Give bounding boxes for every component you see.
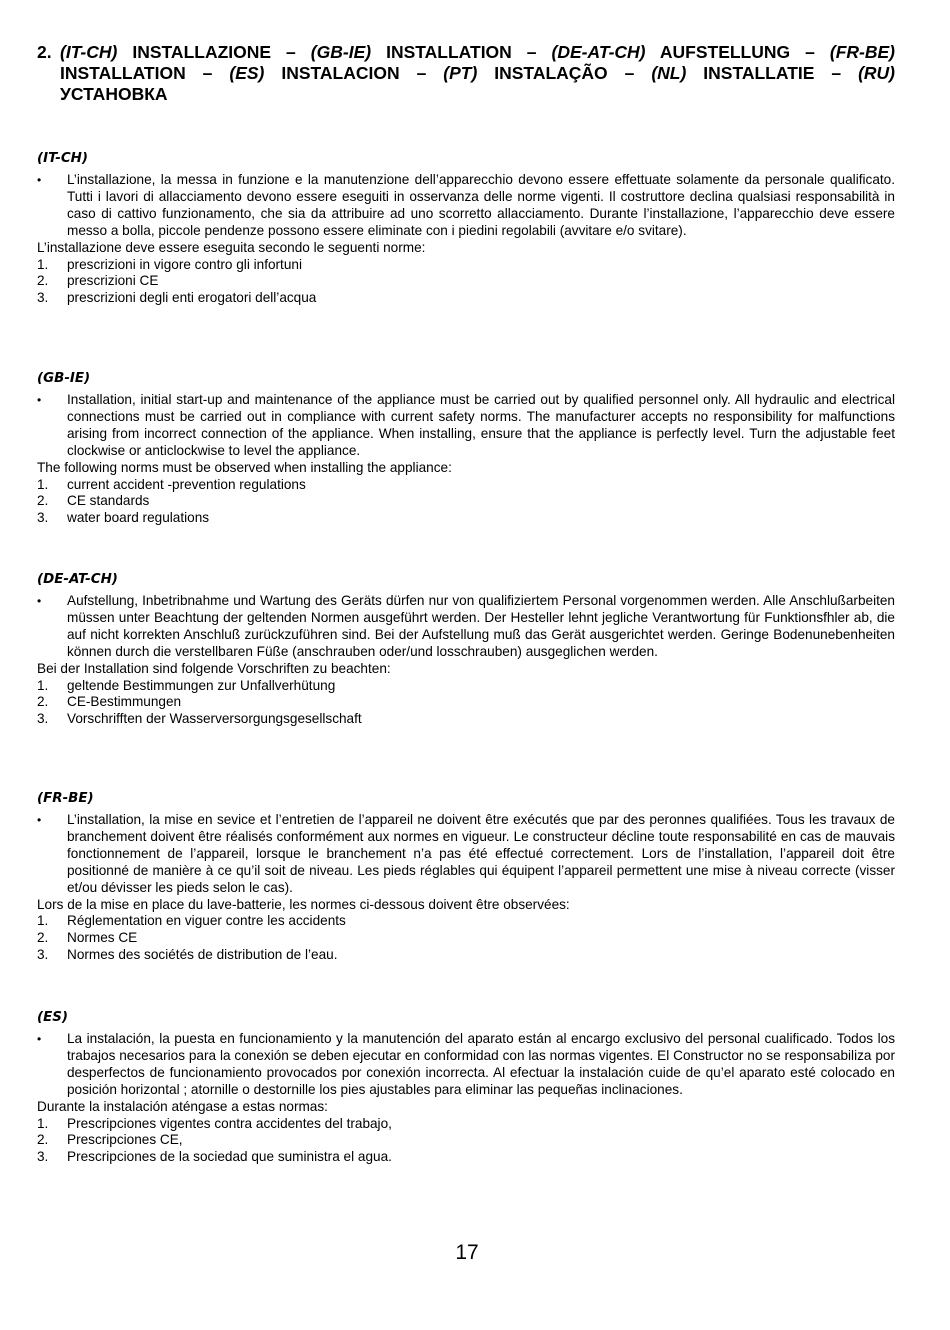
heading-lang: (PT) <box>443 63 478 83</box>
list-number: 2. <box>37 493 49 509</box>
bullet-paragraph <box>37 812 895 897</box>
list-item <box>37 477 895 494</box>
list-item <box>37 273 895 290</box>
bullet-icon: • <box>37 594 42 608</box>
page-number: 17 <box>455 1241 479 1264</box>
norms-list <box>37 913 895 964</box>
heading-lang: (DE-AT-CH) <box>551 42 646 62</box>
heading-lang: (ES) <box>229 63 265 83</box>
list-number: 1. <box>37 913 49 929</box>
list-item <box>37 678 895 695</box>
heading-lang: (GB-IE) <box>310 42 372 62</box>
heading-lang: (NL) <box>651 63 687 83</box>
section-it-ch <box>37 150 895 307</box>
bullet-paragraph <box>37 172 895 240</box>
list-number: 1. <box>37 476 49 492</box>
bullet-icon: • <box>37 393 42 407</box>
heading-lang: (FR-BE) <box>829 42 895 62</box>
list-text: Vorschrifften der Wasserversorgungsgesellschaft <box>67 711 362 727</box>
list-text: Réglementation en viguer contre les accidents <box>67 913 346 929</box>
norms-intro: L’installazione deve essere eseguita secondo le seguenti norme: <box>37 239 426 255</box>
bullet-text: La instalación, la puesta en funcionamiento y la manutención del aparato están al encargo exclusivo del personal cualificado. Todos los trabajos necesarios para la conexión se deben ejecutar en conformidad con las normas vigentes. El Constructor no se responsabiliza por desperfectos de funcionamiento provocados por conexión incorrecta. Al efectuar la instalación cuide de qu’el aparato esté colocado en posición horizontal ; atornille o destornille los pies ajustables para eliminar las pequeñas inclinaciones. <box>67 1031 895 1097</box>
bullet-text: L’installazione, la messa in funzione e la manutenzione dell’apparecchio devono essere effettuate solamente da personale qualificato. Tutti i lavori di allacciamento devono essere eseguiti in osservanza delle norme vigenti. Il costruttore declina qualsiasi responsabilità in caso di cattivo funzionamento, che sia da attribuire ad uno scorretto allacciamento. Durante l’installazione, l’apparecchio deve essere messo a bolla, piccole pendenze possono essere eliminate con i piedini regolabili (avvitare e/o svitare). <box>67 172 895 238</box>
section-label: (FR-BE) <box>37 791 94 806</box>
norms-intro: Durante la instalación aténgase a estas normas: <box>37 1098 328 1114</box>
norms-list <box>37 678 895 729</box>
list-number: 3. <box>37 711 49 727</box>
list-text: CE standards <box>67 493 150 509</box>
heading-lang: (RU) <box>858 63 895 83</box>
list-text: Prescripciones vigentes contra accidentes del trabajo, <box>67 1115 392 1131</box>
list-number: 3. <box>37 1149 49 1165</box>
list-text: geltende Bestimmungen zur Unfallverhütung <box>67 677 336 693</box>
norms-list <box>37 257 895 308</box>
list-item <box>37 1149 895 1166</box>
list-item <box>37 1132 895 1149</box>
norms-intro: Lors de la mise en place du lave-batterie, les normes ci-dessous doivent être observées: <box>37 896 570 912</box>
section-de-at-ch <box>37 571 895 728</box>
list-text: Normes des sociétés de distribution de l’eau. <box>67 947 338 963</box>
list-number: 2. <box>37 1132 49 1148</box>
heading-line-3: УСТАНОВКА <box>60 84 168 104</box>
norms-list <box>37 477 895 528</box>
heading-lang: (IT-CH) <box>60 42 118 62</box>
list-number: 3. <box>37 290 49 306</box>
list-item <box>37 947 895 964</box>
bullet-text: Aufstellung, Inbetribnahme und Wartung des Geräts dürfen nur von qualifiziertem Personal vorgenommen werden. Alle Anschlußarbeiten müssen unter Beachtung der geltenden Normen ausgeführt werden. Der Hesteller lehnt jegliche Verantwortung für Funktionsfhler ab, die auf nicht korrekten Anschluß zurückzuführen sind. Bei der Aufstellung muß das Gerät ausgerichtet werden. Geringe Bodenunebenheiten können durch die verstellbaren Füße (anschrauben oder/und losschrauben) ausgeglichen werden. <box>67 593 895 659</box>
norms-list <box>37 1116 895 1167</box>
heading-text: AUFSTELLUNG – <box>645 42 830 62</box>
heading-line-2 <box>37 63 895 84</box>
bullet-paragraph <box>37 593 895 661</box>
section-es <box>37 1009 895 1166</box>
list-text: prescrizioni CE <box>67 273 159 289</box>
list-text: Prescripciones de la sociedad que suministra el agua. <box>67 1149 392 1165</box>
list-text: CE-Bestimmungen <box>67 694 182 710</box>
list-number: 2. <box>37 694 49 710</box>
bullet-paragraph <box>37 392 895 460</box>
list-item <box>37 493 895 510</box>
bullet-icon: • <box>37 813 42 827</box>
list-text: current accident -prevention regulations <box>67 476 306 492</box>
bullet-paragraph <box>37 1031 895 1099</box>
list-number: 1. <box>37 677 49 693</box>
list-item <box>37 913 895 930</box>
heading-text: INSTALACION – <box>264 63 444 83</box>
section-label: (GB-IE) <box>37 371 91 386</box>
heading-line-1 <box>37 42 895 63</box>
list-item <box>37 711 895 728</box>
heading-text: INSTALLATION – <box>371 42 552 62</box>
list-text: water board regulations <box>67 510 210 526</box>
list-number: 2. <box>37 930 49 946</box>
list-item <box>37 257 895 274</box>
list-item <box>37 930 895 947</box>
norms-intro: Bei der Installation sind folgende Vorschriften zu beachten: <box>37 660 391 676</box>
list-text: Normes CE <box>67 930 138 946</box>
norms-intro: The following norms must be observed when installing the appliance: <box>37 459 452 475</box>
section-label: (DE-AT-CH) <box>37 572 118 587</box>
section-label: (IT-CH) <box>37 151 88 166</box>
bullet-text: Installation, initial start-up and maintenance of the appliance must be carried out by qualified personnel only. All hydraulic and electrical connections must be carried out in compliance with current safety norms. The manufacturer accepts no responsibility for malfunctions arising from incorrect connection of the appliance. When installing, ensure that the appliance is perfectly level. Turn the adjustable feet clockwise or anticlockwise to level the appliance. <box>67 392 895 458</box>
list-number: 3. <box>37 510 49 526</box>
list-number: 1. <box>37 1115 49 1131</box>
section-fr-be <box>37 790 895 964</box>
heading-text: INSTALLATIE – <box>686 63 859 83</box>
list-number: 3. <box>37 947 49 963</box>
list-item <box>37 290 895 307</box>
list-text: prescrizioni in vigore contro gli infortuni <box>67 256 302 272</box>
heading-text: INSTALLAZIONE – <box>117 42 311 62</box>
heading-number: 2. <box>37 42 52 62</box>
list-text: Prescripciones CE, <box>67 1132 183 1148</box>
heading-text: INSTALLATION – <box>60 63 230 83</box>
list-item <box>37 510 895 527</box>
list-text: prescrizioni degli enti erogatori dell’acqua <box>67 290 317 306</box>
list-item <box>37 1116 895 1133</box>
section-heading <box>37 42 895 105</box>
section-gb-ie <box>37 370 895 527</box>
list-number: 1. <box>37 256 49 272</box>
list-number: 2. <box>37 273 49 289</box>
heading-text: INSTALAÇÃO – <box>477 63 652 83</box>
list-item <box>37 694 895 711</box>
section-label: (ES) <box>37 1010 69 1025</box>
bullet-icon: • <box>37 1032 42 1046</box>
bullet-text: L’installation, la mise en sevice et l’entretien de l’appareil ne doivent être exécutés que par des peronnes qualifiées. Tous les travaux de branchement doivent être réalisés conformément aux normes en vigueur. Le constructeur décline toute responsabilité en cas de mauvais fonctionnement de l’appareil, lorsque le branchement n’a pas été effectué correctement. Lors de l’installation, l’appareil doit être positionné de manière à ce qu’il soit de niveau. Les pieds réglables qui équipent l’appareil permettent une mise à niveau correcte (visser et/ou dévisser les pieds selon le cas). <box>67 812 895 895</box>
bullet-icon: • <box>37 173 42 187</box>
